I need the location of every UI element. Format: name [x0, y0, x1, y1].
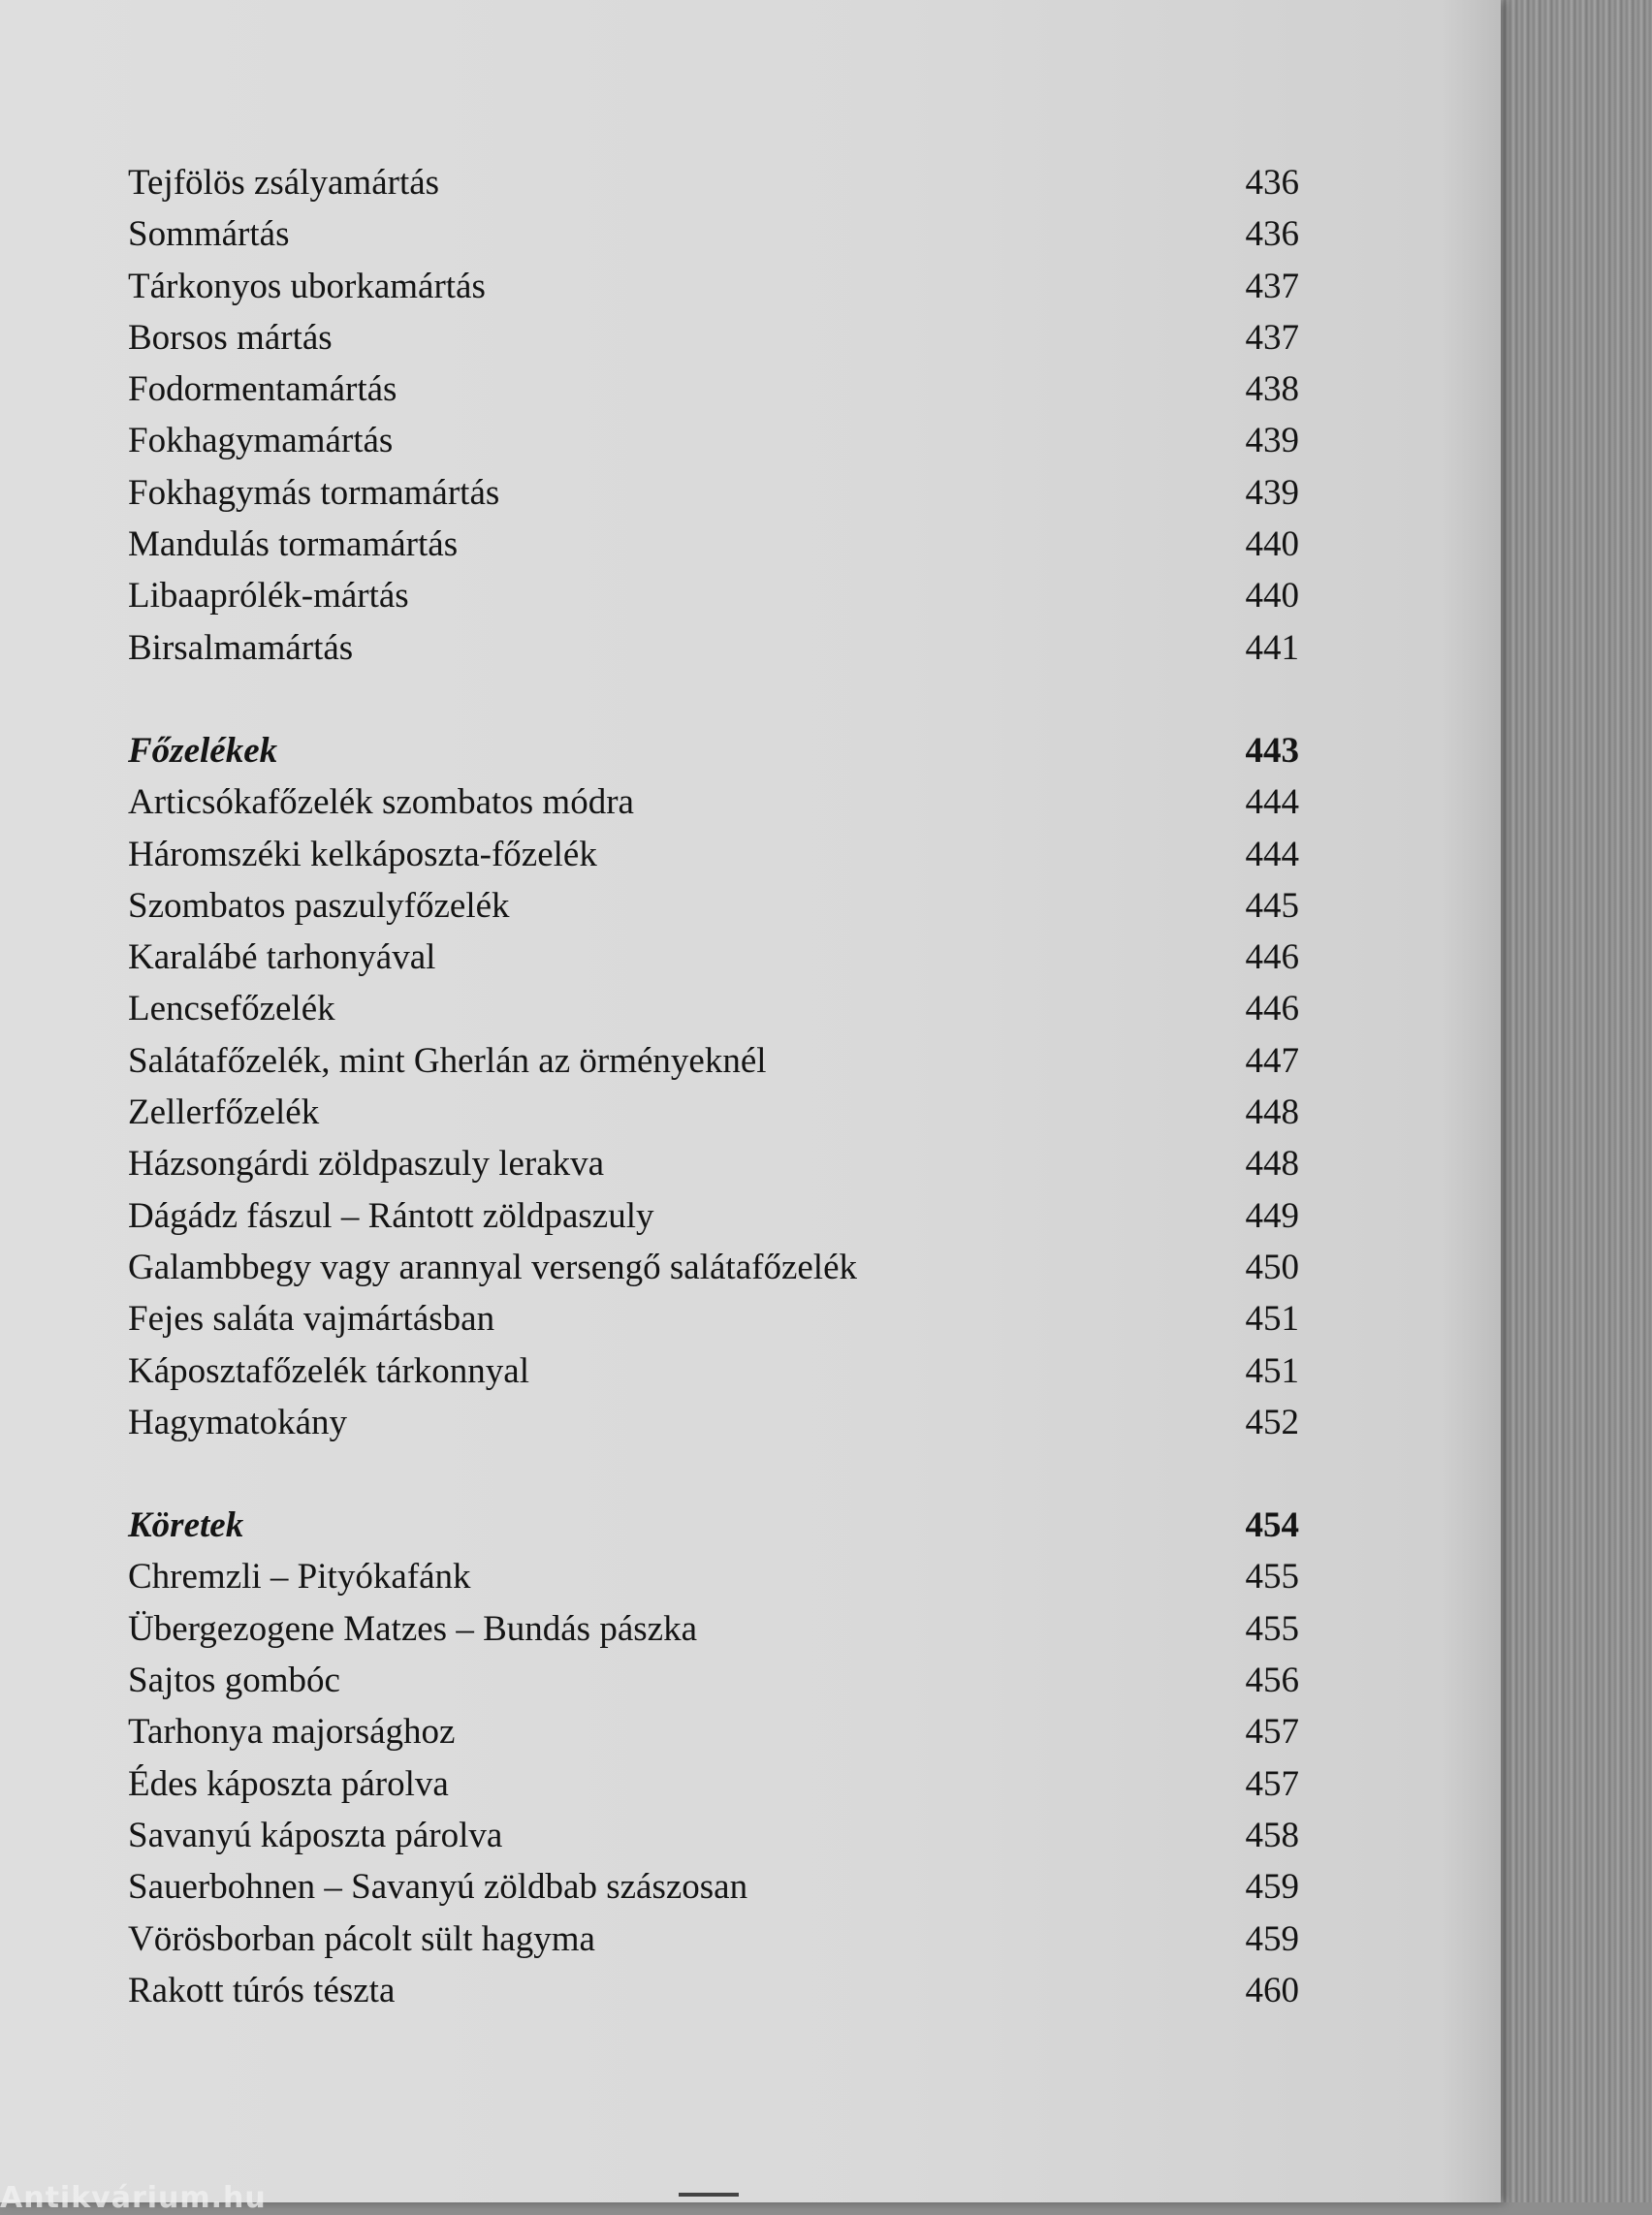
toc-entry-title: Articsókafőzelék szombatos módra [128, 782, 634, 823]
toc-entry-title: Savanyú káposzta párolva [128, 1815, 503, 1855]
toc-entry-title: Chremzli – Pityókafánk [128, 1557, 471, 1598]
toc-entry-page: 441 [1245, 627, 1299, 668]
toc-entry-page: 439 [1245, 472, 1299, 513]
toc-entry-title: Rakott túrós tészta [128, 1970, 396, 2010]
toc-entry [124, 776, 1299, 828]
toc-entry-title: Fokhagymás tormamártás [128, 472, 500, 513]
toc-entry-title: Édes káposzta párolva [128, 1763, 449, 1804]
toc-entry-title: Káposztafőzelék tárkonnyal [128, 1350, 530, 1391]
toc-entry [124, 622, 1299, 674]
toc-entry [124, 1397, 1299, 1448]
toc-entry-page: 446 [1245, 937, 1299, 978]
book-page-edges [1493, 0, 1652, 2202]
toc-entry-title: Fokhagymamártás [128, 421, 394, 461]
toc-entry-page: 447 [1245, 1040, 1299, 1081]
toc-entry [124, 261, 1299, 312]
toc-entry-title: Sajtos gombóc [128, 1661, 340, 1701]
toc-entry-title: Sommártás [128, 214, 290, 255]
toc-entry [124, 157, 1299, 208]
toc-entry [124, 1551, 1299, 1602]
toc-entry [124, 1138, 1299, 1189]
page-folio-mark [679, 2193, 739, 2197]
toc-entry [124, 467, 1299, 519]
toc-entry-title: Szombatos paszulyfőzelék [128, 885, 510, 926]
toc-entry-page: 452 [1245, 1402, 1299, 1442]
toc-entry-page: 437 [1245, 266, 1299, 306]
toc-entry [124, 829, 1299, 880]
toc-entry-title: Karalábé tarhonyával [128, 937, 436, 978]
toc-entry-page: 448 [1245, 1092, 1299, 1133]
toc-entry-page: 446 [1245, 989, 1299, 1029]
toc-entry [124, 932, 1299, 983]
toc-entry-title: Borsos mártás [128, 317, 333, 358]
section-heading-page: 443 [1245, 730, 1299, 771]
section-heading-title: Köretek [128, 1505, 244, 1546]
toc-entry [124, 519, 1299, 570]
toc-entry-page: 440 [1245, 524, 1299, 565]
toc-entry-title: Házsongárdi zöldpaszuly lerakva [128, 1144, 605, 1185]
section-heading [124, 725, 1299, 776]
toc-entry-page: 457 [1245, 1763, 1299, 1804]
section-heading-title: Főzelékek [128, 730, 278, 771]
toc-entry-page: 451 [1245, 1350, 1299, 1391]
toc-entry [124, 1758, 1299, 1810]
toc-entry [124, 364, 1299, 415]
toc-entry [124, 570, 1299, 621]
toc-entry-page: 438 [1245, 369, 1299, 410]
toc-entry-page: 456 [1245, 1661, 1299, 1701]
toc-entry [124, 983, 1299, 1034]
toc-entry-title: Háromszéki kelkáposzta-főzelék [128, 834, 597, 874]
toc-entry-title: Dágádz fászul – Rántott zöldpaszuly [128, 1195, 654, 1236]
toc-entry-title: Mandulás tormamártás [128, 524, 459, 565]
toc-entry-title: Tárkonyos uborkamártás [128, 266, 486, 306]
toc-entry [124, 208, 1299, 260]
toc-entry-title: Salátafőzelék, mint Gherlán az örményeknél [128, 1040, 767, 1081]
toc-entry [124, 1706, 1299, 1757]
toc-entry-page: 459 [1245, 1918, 1299, 1959]
toc-entry [124, 1345, 1299, 1397]
toc-entry-title: Galambbegy vagy arannyal versengő salátafőzelék [128, 1247, 857, 1287]
toc-entry [124, 1965, 1299, 2016]
toc-entry [124, 880, 1299, 932]
toc-entry [124, 1035, 1299, 1087]
toc-entry-title: Tejfölös zsályamártás [128, 163, 440, 203]
toc-entry [124, 1293, 1299, 1345]
toc-entry-page: 444 [1245, 834, 1299, 874]
toc-entry [124, 415, 1299, 466]
toc-entry-title: Tarhonya majorsághoz [128, 1712, 456, 1753]
toc-entry-page: 449 [1245, 1195, 1299, 1236]
toc-entry-page: 444 [1245, 782, 1299, 823]
toc-entry-page: 459 [1245, 1867, 1299, 1908]
toc-entry-page: 455 [1245, 1557, 1299, 1598]
toc-entry [124, 1914, 1299, 1965]
toc-entry-page: 439 [1245, 421, 1299, 461]
toc-entry-title: Zellerfőzelék [128, 1092, 320, 1133]
toc-entry-title: Übergezogene Matzes – Bundás pászka [128, 1608, 697, 1649]
toc-entry [124, 1603, 1299, 1655]
toc-entry [124, 1810, 1299, 1861]
toc-entry [124, 1242, 1299, 1293]
toc-entry-title: Sauerbohnen – Savanyú zöldbab szászosan [128, 1867, 748, 1908]
table-of-contents [124, 157, 1299, 2016]
toc-entry-page: 436 [1245, 163, 1299, 203]
toc-entry-title: Fejes saláta vajmártásban [128, 1299, 495, 1340]
toc-entry-page: 451 [1245, 1299, 1299, 1340]
watermark: Antikvárium.hu [0, 2181, 267, 2215]
toc-entry-page: 445 [1245, 885, 1299, 926]
toc-entry [124, 1861, 1299, 1913]
toc-entry-page: 460 [1245, 1970, 1299, 2010]
toc-entry-page: 437 [1245, 317, 1299, 358]
toc-entry [124, 1655, 1299, 1706]
toc-entry-title: Fodormentamártás [128, 369, 397, 410]
toc-entry-page: 436 [1245, 214, 1299, 255]
toc-entry-title: Birsalmamártás [128, 627, 354, 668]
toc-entry [124, 1087, 1299, 1138]
toc-entry [124, 1190, 1299, 1242]
toc-entry-title: Vörösborban pácolt sült hagyma [128, 1918, 595, 1959]
toc-entry-page: 457 [1245, 1712, 1299, 1753]
toc-entry-page: 440 [1245, 576, 1299, 617]
section-heading-page: 454 [1245, 1505, 1299, 1546]
toc-entry-page: 450 [1245, 1247, 1299, 1287]
toc-entry-page: 448 [1245, 1144, 1299, 1185]
toc-entry-page: 458 [1245, 1815, 1299, 1855]
toc-entry-page: 455 [1245, 1608, 1299, 1649]
toc-entry-title: Libaaprólék-mártás [128, 576, 409, 617]
toc-entry-title: Lencsefőzelék [128, 989, 335, 1029]
section-heading [124, 1500, 1299, 1551]
toc-entry-title: Hagymatokány [128, 1402, 348, 1442]
toc-entry [124, 312, 1299, 364]
